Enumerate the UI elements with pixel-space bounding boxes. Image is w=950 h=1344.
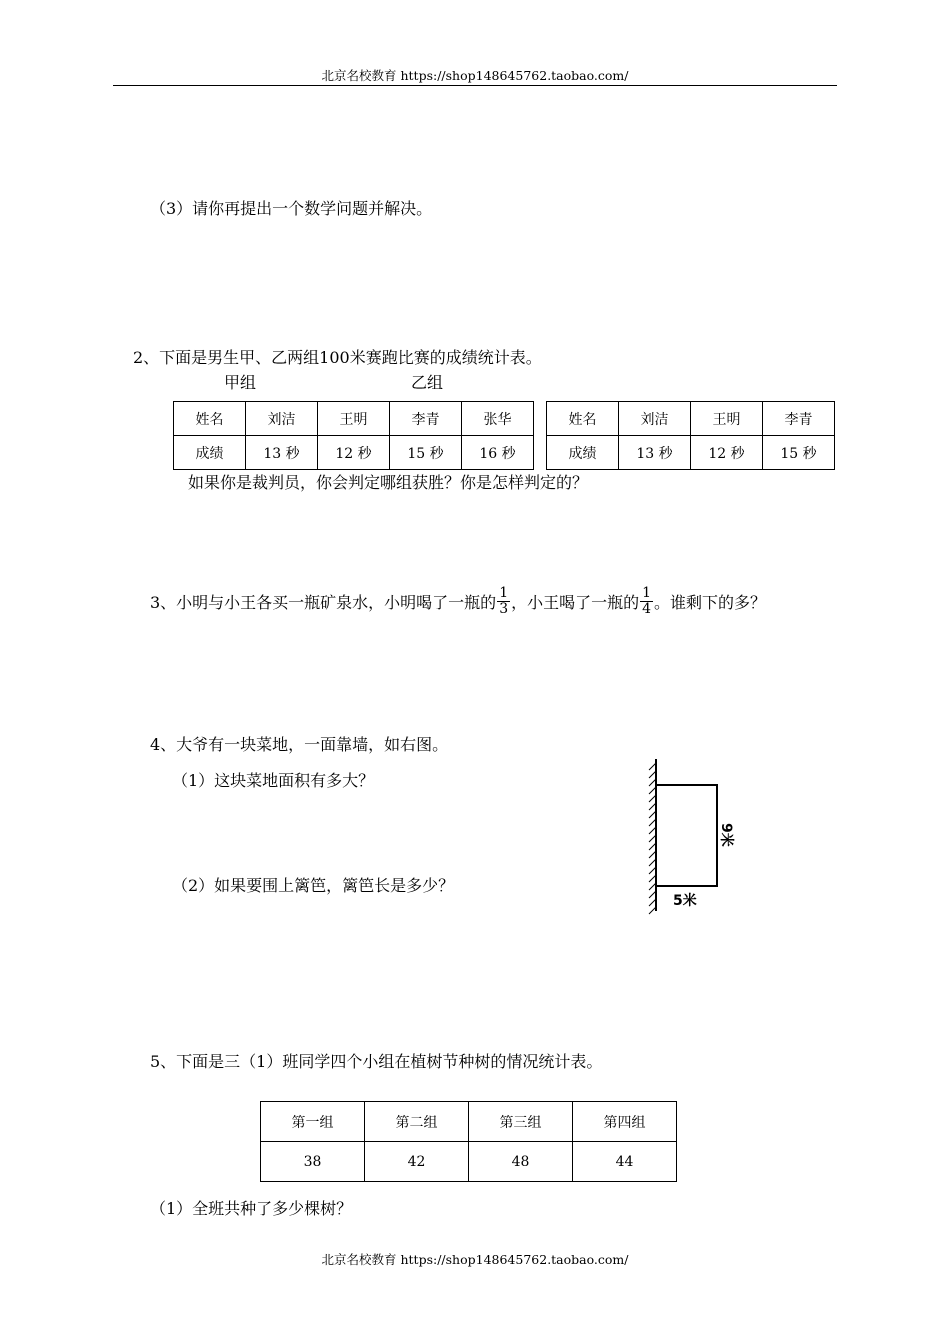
table-cell: 12 秒 [691,436,763,470]
q3-fraction-one-quarter [640,586,653,617]
q1-part3-text: （3）请你再提出一个数学问题并解决。 [150,199,433,218]
table-row [547,402,835,436]
table-cell: 13 秒 [619,436,691,470]
garden-figure [640,755,750,915]
table-cell: 成绩 [547,436,619,470]
table-cell: 刘洁 [246,402,318,436]
table-cell: 刘洁 [619,402,691,436]
q3-fraction-one-third [497,586,510,617]
table-cell: 姓名 [174,402,246,436]
q4-sub2: （2）如果要围上篱笆，篱笆长是多少？ [172,876,455,895]
fraction-numerator: 1 [499,585,509,601]
q3-text [150,585,767,619]
fraction-denominator: 3 [499,601,509,617]
width-label: 5米 [673,893,697,909]
fraction-denominator: 4 [642,601,652,617]
table-row [261,1142,677,1182]
table-cell: 13 秒 [246,436,318,470]
table-cell: 44 [573,1142,677,1182]
table-header-cell: 第三组 [469,1102,573,1142]
table-cell: 李青 [390,402,462,436]
q2-table-group-a [173,401,534,470]
table-cell: 李青 [763,402,835,436]
table-cell: 15 秒 [763,436,835,470]
table-row [174,402,534,436]
table-row [261,1102,677,1142]
table-cell: 16 秒 [462,436,534,470]
q3-part3: 。谁剩下的多？ [654,593,767,612]
table-cell: 12 秒 [318,436,390,470]
garden-outline [656,785,717,886]
q2-question: 如果你是裁判员，你会判定哪组获胜？你是怎样判定的？ [188,473,589,492]
table-row [547,436,835,470]
height-label: 9米 [718,823,734,847]
table-cell: 成绩 [174,436,246,470]
table-cell: 15 秒 [390,436,462,470]
q2-title: 2、下面是男生甲、乙两组100米赛跑比赛的成绩统计表。 [133,348,542,367]
q4-sub1: （1）这块菜地面积有多大？ [172,771,375,790]
q2-group-a-label: 甲组 [224,373,257,392]
table-cell: 姓名 [547,402,619,436]
q2-table-group-b [546,401,835,470]
table-cell: 48 [469,1142,573,1182]
page-header: 北京名校教育 https://shop148645762.taobao.com/ [321,68,629,83]
table-cell: 王明 [318,402,390,436]
table-header-cell: 第四组 [573,1102,677,1142]
q3-part2: ，小王喝了一瓶的 [511,593,640,612]
table-cell: 42 [365,1142,469,1182]
page-footer: 北京名校教育 https://shop148645762.taobao.com/ [321,1252,629,1267]
table-header-cell: 第二组 [365,1102,469,1142]
fraction-numerator: 1 [642,585,652,601]
q5-sub1: （1）全班共种了多少棵树？ [150,1199,353,1218]
table-row [174,436,534,470]
header-divider [113,85,837,86]
table-cell: 王明 [691,402,763,436]
q4-title: 4、大爷有一块菜地，一面靠墙，如右图。 [150,735,449,754]
table-header-cell: 第一组 [261,1102,365,1142]
table-cell: 张华 [462,402,534,436]
table-cell: 38 [261,1142,365,1182]
wall-hatching [649,763,656,914]
q3-part1: 3、小明与小王各买一瓶矿泉水，小明喝了一瓶的 [150,593,497,612]
q2-group-b-label: 乙组 [411,373,444,392]
q5-table [260,1101,677,1182]
q5-title: 5、下面是三（1）班同学四个小组在植树节种树的情况统计表。 [150,1052,603,1071]
